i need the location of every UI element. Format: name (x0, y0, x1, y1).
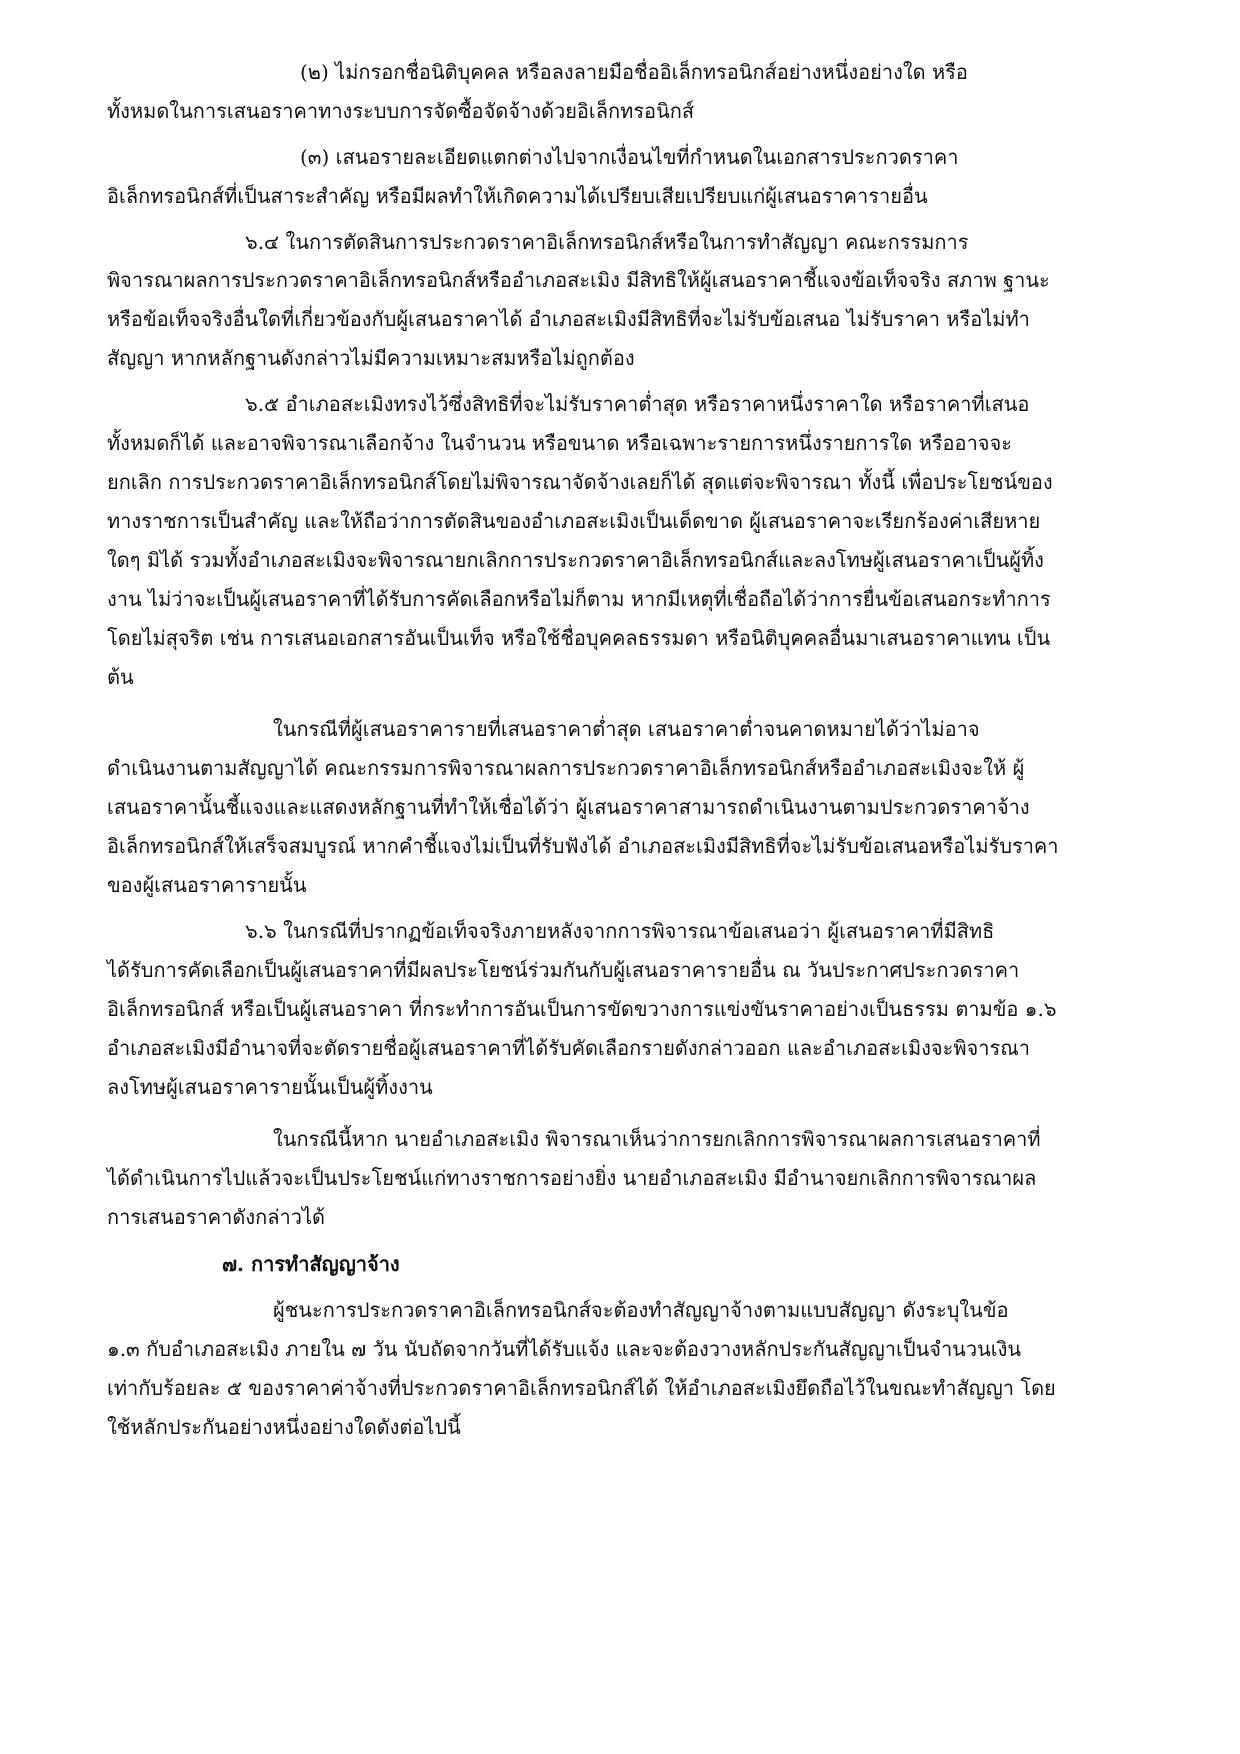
paragraph-6-5-line-8: ต้น (107, 665, 134, 689)
paragraph-lowest-line-2: ดำเนินงานตามสัญญาได้ คณะกรรมการพิจารณาผลการประกวดราคาอิเล็กทรอนิกส์หรืออำเภอสะเมิงจะให้ ผู้ (107, 756, 1025, 780)
paragraph-6-4-line-4: สัญญา หากหลักฐานดังกล่าวไม่มีความเหมาะสมหรือไม่ถูกต้อง (107, 346, 635, 370)
paragraph-lowest-line-1: ในกรณีที่ผู้เสนอราคารายที่เสนอราคาต่ำสุด เสนอราคาต่ำจนคาดหมายได้ว่าไม่อาจ (273, 717, 980, 741)
paragraph-6-5-line-7: โดยไม่สุจริต เช่น การเสนอเอกสารอันเป็นเท็จ หรือใช้ชื่อบุคคลธรรมดา หรือนิติบุคคลอื่นมาเสนอราคาแทน เป็น (107, 626, 1051, 650)
paragraph-3-line-2: อิเล็กทรอนิกส์ที่เป็นสาระสำคัญ หรือมีผลทำให้เกิดความได้เปรียบเสียเปรียบแก่ผู้เสนอราคารายอื่น (107, 184, 928, 208)
paragraph-7-line-1: ผู้ชนะการประกวดราคาอิเล็กทรอนิกส์จะต้องทำสัญญาจ้างตามแบบสัญญา ดังระบุในข้อ (273, 1298, 1009, 1322)
paragraph-6-5-line-1: ๖.๕ อำเภอสะเมิงทรงไว้ซึ่งสิทธิที่จะไม่รับราคาต่ำสุด หรือราคาหนึ่งราคาใด หรือราคาที่เสนอ (245, 392, 1030, 416)
paragraph-6-5-line-5: ใดๆ มิได้ รวมทั้งอำเภอสะเมิงจะพิจารณายกเลิกการประกวดราคาอิเล็กทรอนิกส์และลงโทษผู้เสนอราคาเป็นผู้ทิ้ง (107, 548, 1044, 572)
paragraph-7-line-3: เท่ากับร้อยละ ๕ ของราคาค่าจ้างที่ประกวดราคาอิเล็กทรอนิกส์ได้ ให้อำเภอสะเมิงยึดถือไว้ในขณะทำสัญญา โดย (107, 1376, 1056, 1400)
paragraph-6-5-line-4: ทางราชการเป็นสำคัญ และให้ถือว่าการตัดสินของอำเภอสะเมิงเป็นเด็ดขาด ผู้เสนอราคาจะเรียกร้องค่าเสียหาย (107, 509, 1041, 533)
paragraph-6-5-line-3: ยกเลิก การประกวดราคาอิเล็กทรอนิกส์โดยไม่พิจารณาจัดจ้างเลยก็ได้ สุดแต่จะพิจารณา ทั้งนี้ เพื่อประโยชน์ของ (107, 470, 1053, 494)
paragraph-6-5-line-2: ทั้งหมดก็ได้ และอาจพิจารณาเลือกจ้าง ในจำนวน หรือขนาด หรือเฉพาะรายการหนึ่งรายการใด หรืออาจจะ (107, 431, 1012, 455)
paragraph-2-line-1: (๒) ไม่กรอกชื่อนิติบุคคล หรือลงลายมือชื่ออิเล็กทรอนิกส์อย่างหนึ่งอย่างใด หรือ (300, 60, 968, 84)
paragraph-6-4-line-3: หรือข้อเท็จจริงอื่นใดที่เกี่ยวข้องกับผู้เสนอราคาได้ อำเภอสะเมิงมีสิทธิที่จะไม่รับข้อเสนอ ไม่รับราคา หรือไม่ทำ (107, 307, 1030, 331)
paragraph-6-4-line-2: พิจารณาผลการประกวดราคาอิเล็กทรอนิกส์หรืออำเภอสะเมิง มีสิทธิให้ผู้เสนอราคาชี้แจงข้อเท็จจริง สภาพ ฐานะ (107, 268, 1050, 292)
paragraph-6-6-line-3: อิเล็กทรอนิกส์ หรือเป็นผู้เสนอราคา ที่กระทำการอันเป็นการขัดขวางการแข่งขันราคาอย่างเป็นธรรม ตามข้อ ๑.๖ (107, 997, 1057, 1021)
paragraph-6-6-line-4: อำเภอสะเมิงมีอำนาจที่จะตัดรายชื่อผู้เสนอราคาที่ได้รับคัดเลือกรายดังกล่าวออก และอำเภอสะเมิงจะพิจารณา (107, 1036, 1031, 1060)
paragraph-7-line-4: ใช้หลักประกันอย่างหนึ่งอย่างใดดังต่อไปนี้ (107, 1415, 461, 1439)
paragraph-6-4-line-1: ๖.๔ ในการตัดสินการประกวดราคาอิเล็กทรอนิกส์หรือในการทำสัญญา คณะกรรมการ (245, 230, 969, 254)
section-7-heading: ๗. การทำสัญญาจ้าง (222, 1252, 400, 1276)
paragraph-6-6-line-1: ๖.๖ ในกรณีที่ปรากฏข้อเท็จจริงภายหลังจากการพิจารณาข้อเสนอว่า ผู้เสนอราคาที่มีสิทธิ (245, 919, 995, 943)
paragraph-cancel-line-1: ในกรณีนี้หาก นายอำเภอสะเมิง พิจารณาเห็นว่าการยกเลิกการพิจารณาผลการเสนอราคาที่ (273, 1127, 1041, 1151)
paragraph-lowest-line-5: ของผู้เสนอราคารายนั้น (107, 873, 307, 897)
paragraph-7-line-2: ๑.๓ กับอำเภอสะเมิง ภายใน ๗ วัน นับถัดจากวันที่ได้รับแจ้ง และจะต้องวางหลักประกันสัญญาเป็นจำนวนเงิน (107, 1337, 1022, 1361)
paragraph-3-line-1: (๓) เสนอรายละเอียดแตกต่างไปจากเงื่อนไขที่กำหนดในเอกสารประกวดราคา (300, 145, 959, 169)
paragraph-6-6-line-2: ได้รับการคัดเลือกเป็นผู้เสนอราคาที่มีผลประโยชน์ร่วมกันกับผู้เสนอราคารายอื่น ณ วันประกาศประกวดราคา (107, 958, 1020, 982)
paragraph-2-line-2: ทั้งหมดในการเสนอราคาทางระบบการจัดซื้อจัดจ้างด้วยอิเล็กทรอนิกส์ (107, 99, 695, 123)
paragraph-6-6-line-5: ลงโทษผู้เสนอราคารายนั้นเป็นผู้ทิ้งงาน (107, 1075, 433, 1099)
paragraph-cancel-line-2: ได้ดำเนินการไปแล้วจะเป็นประโยชน์แก่ทางราชการอย่างยิ่ง นายอำเภอสะเมิง มีอำนาจยกเลิกการพิจารณาผล (107, 1166, 1037, 1190)
paragraph-cancel-line-3: การเสนอราคาดังกล่าวได้ (107, 1205, 326, 1229)
paragraph-lowest-line-4: อิเล็กทรอนิกส์ให้เสร็จสมบูรณ์ หากคำชี้แจงไม่เป็นที่รับฟังได้ อำเภอสะเมิงมีสิทธิที่จะไม่รับข้อเสนอหรือไม่รับราคา (107, 834, 1059, 858)
paragraph-lowest-line-3: เสนอราคานั้นชี้แจงและแสดงหลักฐานที่ทำให้เชื่อได้ว่า ผู้เสนอราคาสามารถดำเนินงานตามประกวดราคาจ้าง (107, 795, 1030, 819)
paragraph-6-5-line-6: งาน ไม่ว่าจะเป็นผู้เสนอราคาที่ได้รับการคัดเลือกหรือไม่ก็ตาม หากมีเหตุที่เชื่อถือได้ว่าการยื่นข้อเสนอกระทำการ (107, 587, 1051, 611)
